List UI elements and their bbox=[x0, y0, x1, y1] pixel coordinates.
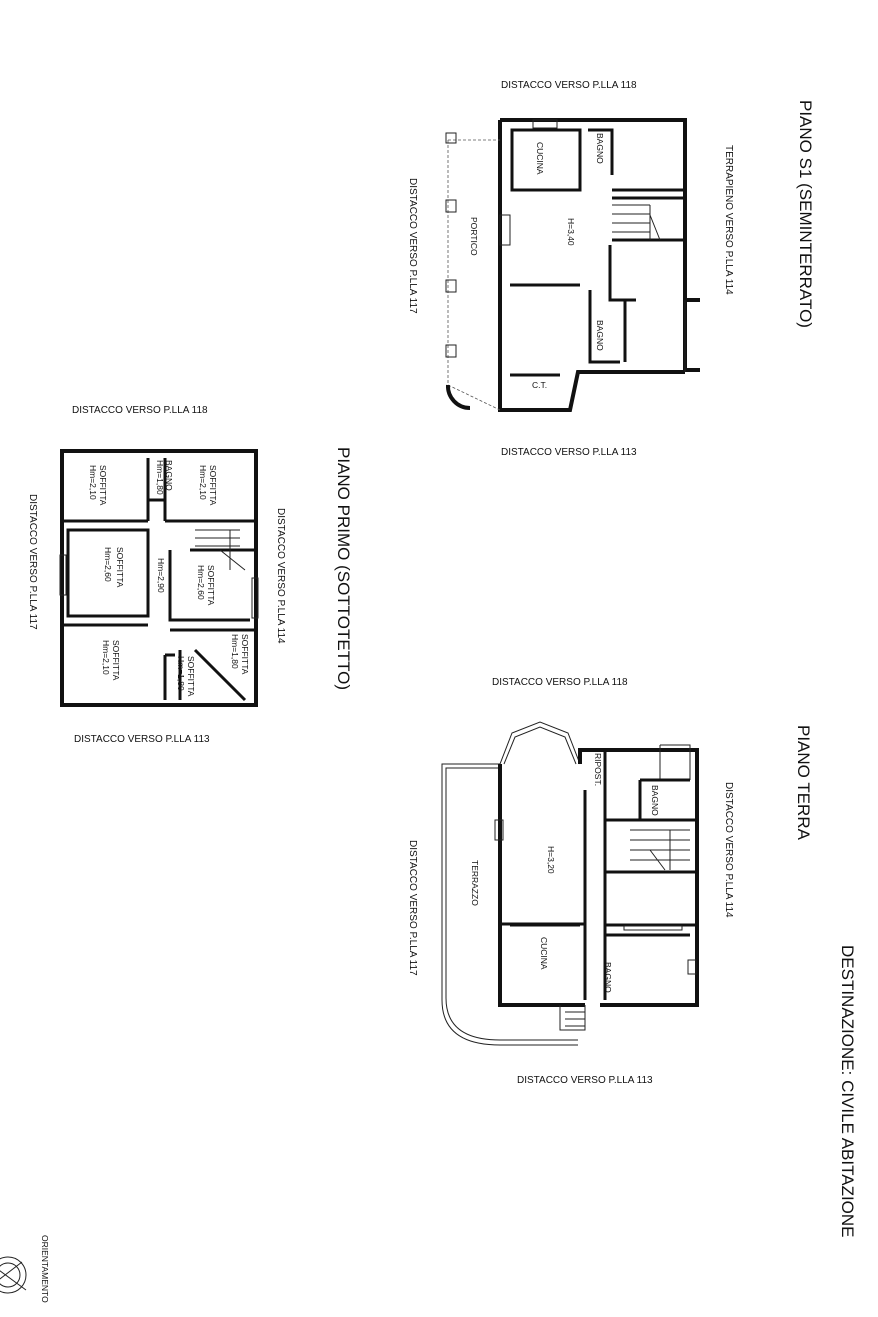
terra-label-top: DISTACCO VERSO P.LLA 118 bbox=[492, 677, 628, 688]
primo-room-7-a: SOFFITTA bbox=[111, 640, 121, 681]
primo-title: PIANO PRIMO (SOTTOTETTO) bbox=[334, 447, 353, 691]
primo-room-9-a: SOFFITTA bbox=[186, 656, 196, 697]
terra-title: PIANO TERRA bbox=[794, 725, 813, 840]
s1-label-right: TERRAPIENO VERSO P.LLA 114 bbox=[723, 145, 734, 295]
terra-room-bagno-2: BAGNO bbox=[603, 962, 613, 993]
terra-label-bottom: DISTACCO VERSO P.LLA 113 bbox=[517, 1075, 653, 1086]
primo-room-3-a: SOFFITTA bbox=[208, 465, 218, 506]
s1-label-left: DISTACCO VERSO P.LLA 117 bbox=[407, 178, 418, 314]
terra-room-terrazzo: TERRAZZO bbox=[470, 860, 480, 906]
terra-height: H=3,20 bbox=[546, 846, 556, 874]
orientamento-label: ORIENTAMENTO bbox=[40, 1235, 50, 1303]
s1-room-cucina: CUCINA bbox=[535, 142, 545, 175]
plan-piano-s1 bbox=[407, 80, 815, 458]
plan-piano-primo bbox=[27, 405, 353, 745]
s1-room-ct: C.T. bbox=[532, 380, 548, 390]
s1-label-top: DISTACCO VERSO P.LLA 118 bbox=[501, 80, 637, 91]
primo-room-1-a: SOFFITTA bbox=[98, 465, 108, 506]
s1-label-bottom: DISTACCO VERSO P.LLA 113 bbox=[501, 447, 637, 458]
terra-label-right: DISTACCO VERSO P.LLA 114 bbox=[723, 782, 734, 918]
terra-room-ripost: RIPOST. bbox=[593, 753, 603, 787]
destinazione-label: DESTINAZIONE: CIVILE ABITAZIONE bbox=[838, 945, 857, 1238]
primo-room-3-b: Hm=2,10 bbox=[198, 465, 208, 500]
primo-room-2-a: BAGNO bbox=[164, 460, 174, 491]
primo-room-1-b: Hm=2,10 bbox=[88, 465, 98, 500]
primo-room-6-b: Hm=2,60 bbox=[196, 565, 206, 600]
primo-label-top: DISTACCO VERSO P.LLA 118 bbox=[72, 405, 208, 416]
s1-room-bagno-1: BAGNO bbox=[595, 133, 605, 164]
plan-piano-terra bbox=[407, 677, 813, 1086]
primo-room-9-b: Hm=1,80 bbox=[176, 656, 186, 691]
primo-room-6-a: SOFFITTA bbox=[206, 565, 216, 606]
s1-height: H=3,40 bbox=[566, 218, 576, 246]
terra-room-cucina: CUCINA bbox=[539, 937, 549, 970]
s1-room-portico: PORTICO bbox=[469, 217, 479, 256]
terra-label-left: DISTACCO VERSO P.LLA 117 bbox=[407, 840, 418, 976]
primo-label-right: DISTACCO VERSO P.LLA 114 bbox=[275, 508, 286, 644]
primo-label-left: DISTACCO VERSO P.LLA 117 bbox=[27, 494, 38, 630]
s1-title: PIANO S1 (SEMINTERRATO) bbox=[796, 100, 815, 328]
terra-room-bagno-1: BAGNO bbox=[650, 785, 660, 816]
primo-room-8-a: SOFFITTA bbox=[240, 634, 250, 675]
primo-room-5: Hm=2,90 bbox=[156, 558, 166, 593]
primo-room-2-b: Hm=1,80 bbox=[155, 460, 165, 495]
primo-label-bottom: DISTACCO VERSO P.LLA 113 bbox=[74, 734, 210, 745]
primo-room-7-b: Hm=2,10 bbox=[101, 640, 111, 675]
primo-room-4-a: SOFFITTA bbox=[115, 547, 125, 588]
s1-room-bagno-2: BAGNO bbox=[595, 320, 605, 351]
compass-icon bbox=[0, 1257, 26, 1293]
primo-room-8-b: Hm=1,80 bbox=[230, 634, 240, 669]
primo-room-4-b: Hm=2,60 bbox=[103, 547, 113, 582]
